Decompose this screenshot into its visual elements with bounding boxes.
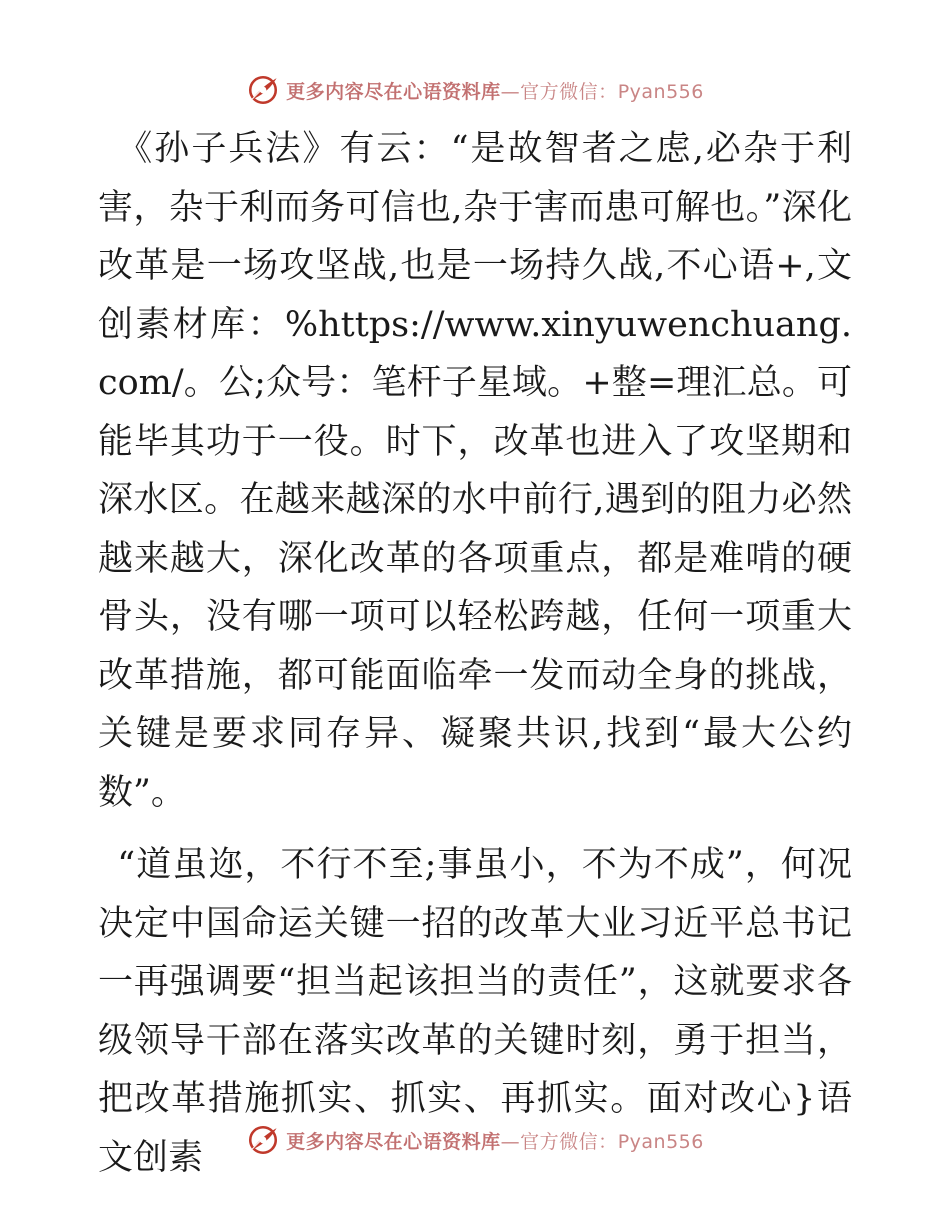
header-brand-name: 更多内容尽在心语资料库 [286, 80, 501, 103]
footer-wechat-id: Pyan556 [617, 1130, 704, 1153]
header-brand-separator: —官方微信： [500, 80, 618, 103]
page-header-watermark [0, 70, 950, 110]
feather-pen-logo-icon [246, 1123, 280, 1157]
footer-brand-text [286, 1127, 704, 1154]
header-brand-text [286, 77, 704, 104]
page-footer-watermark [0, 1120, 950, 1160]
footer-brand-separator: —官方微信： [500, 1130, 618, 1153]
footer-brand-name: 更多内容尽在心语资料库 [286, 1130, 501, 1153]
document-body [98, 120, 852, 1187]
feather-pen-logo-icon [246, 73, 280, 107]
paragraph-2: “道虽迩，不行不至;事虽小，不为不成”，何况决定中国命运关键一招的改革大业习近平总书记一再强调要“担当起该担当的责任”，这就要求各级领导干部在落实改革的关键时刻，勇于担当，把改革措施抓实、抓实、再抓实。面对改心}语文创素 [98, 845, 852, 1178]
paragraph-1: 《孙子兵法》有云：“是故智者之虑,必杂于利害，杂于利而务可信也,杂于害而患可解也。”深化改革是一场攻坚战,也是一场持久战,不心语+,文创素材库：%https://www.xinyuwenchuang.com/。公;众号：笔杆子星域。+整=理汇总。可能毕其功于一役。时下，改革也进入了攻坚期和深水区。在越来越深的水中前行,遇到的阻力必然越来越大，深化改革的各项重点，都是难啃的硬骨头，没有哪一项可以轻松跨越，任何一项重大改革措施，都可能面临牵一发而动全身的挑战，关键是要求同存异、凝聚共识,找到“最大公约数”。 [98, 129, 852, 813]
header-wechat-id: Pyan556 [617, 80, 704, 103]
